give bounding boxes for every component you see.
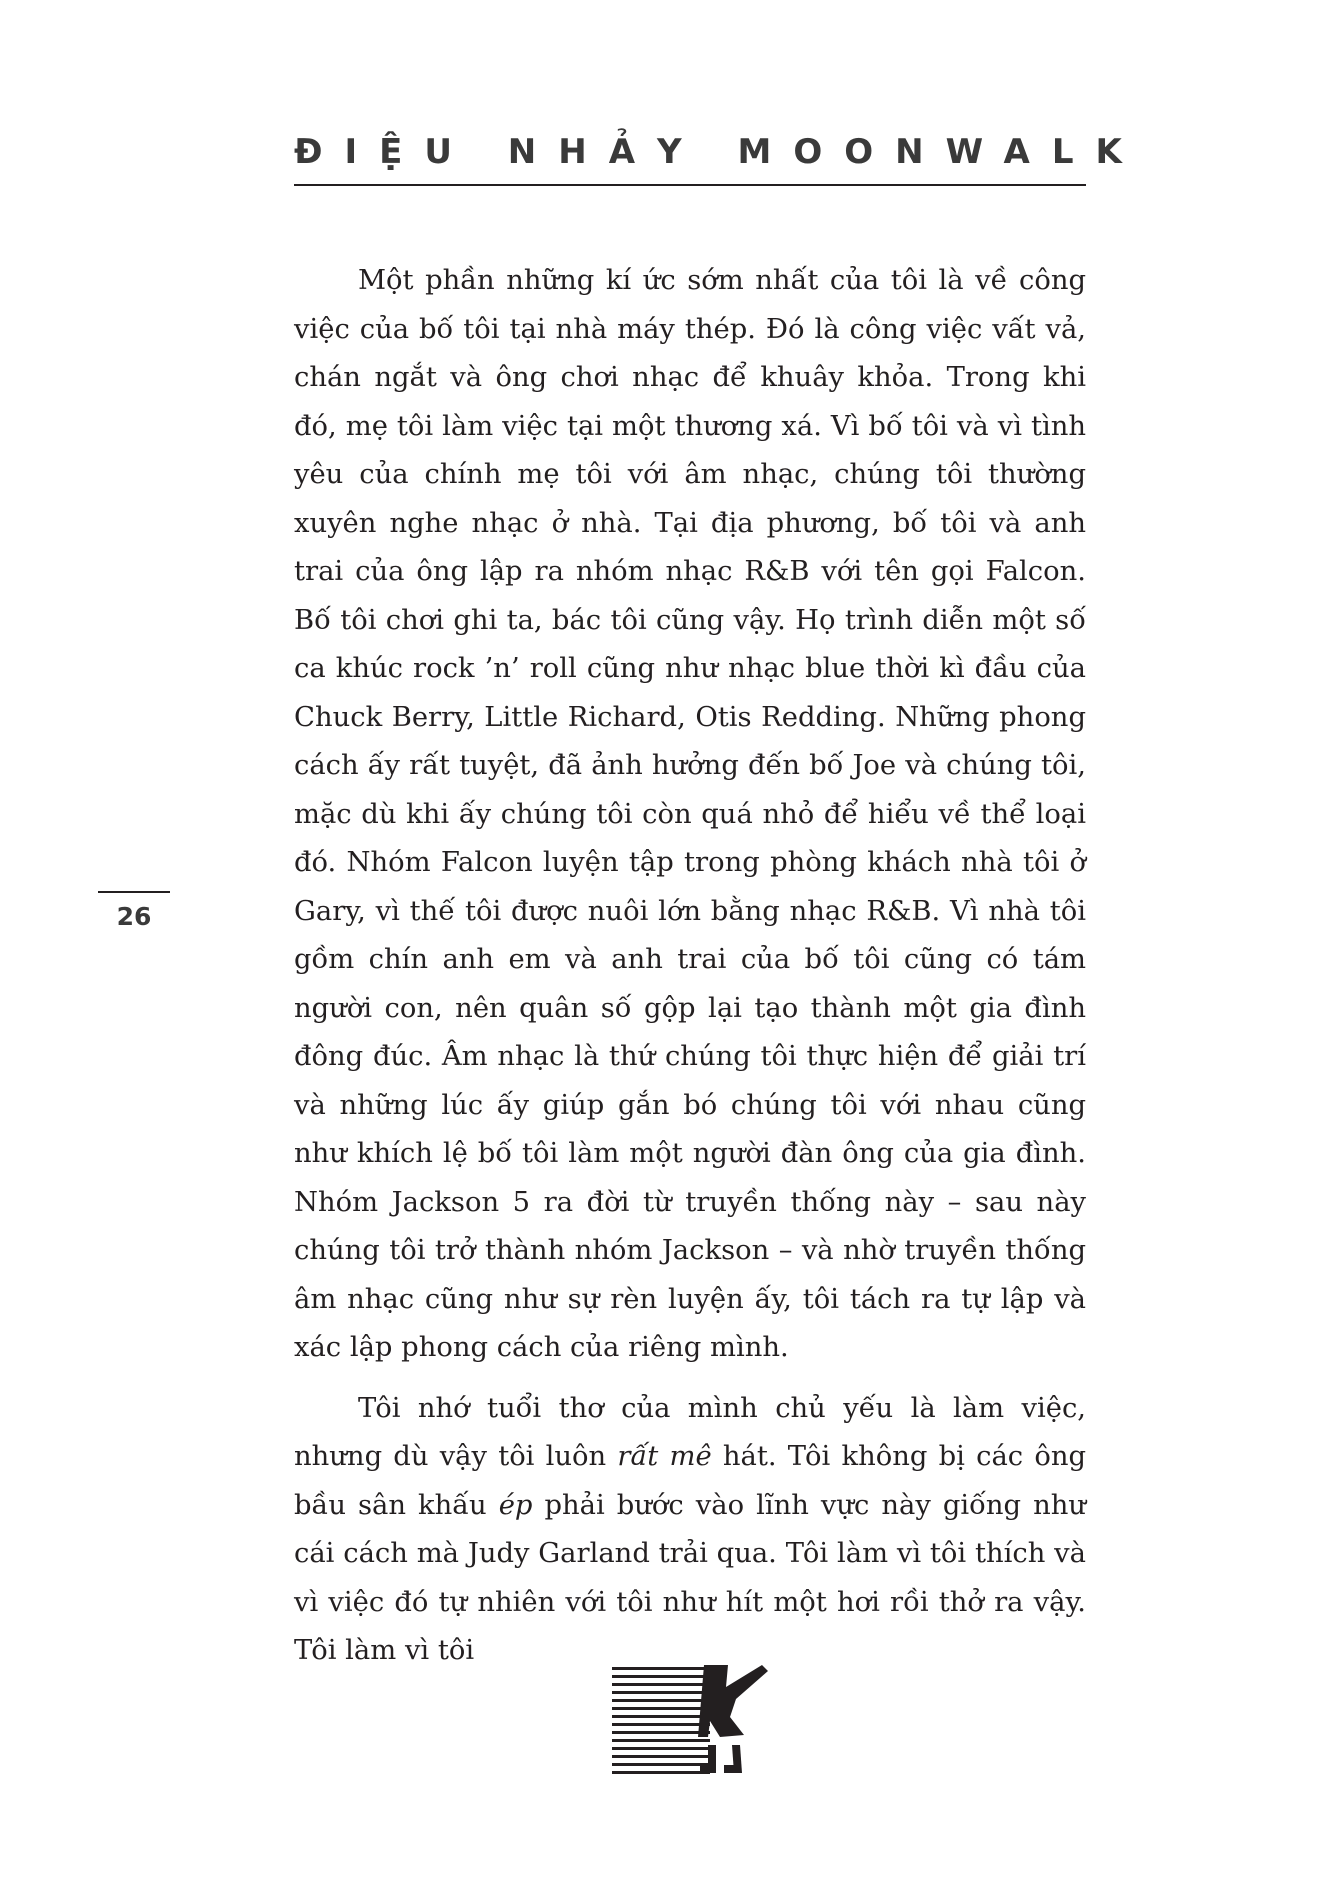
paragraph-2-emphasis-a: rất mê bbox=[617, 1441, 712, 1472]
logo-lines bbox=[612, 1667, 710, 1774]
logo-figure bbox=[698, 1665, 768, 1773]
page-number-rule bbox=[98, 891, 170, 893]
page-number: 26 bbox=[116, 902, 152, 931]
paragraph-2-text-c: phải bước vào lĩnh vực này giống như cái cách mà Judy Garland trải qua. Tôi làm vì tôi thích và vì việc đó tự nhiên với tôi như hít một hơi rồi thở ra vậy. Tôi làm vì tôi bbox=[294, 1489, 1086, 1666]
header-rule bbox=[294, 184, 1086, 186]
paragraph-2 bbox=[294, 1385, 1086, 1676]
paragraph-2-text-a: Tôi nhớ tuổi thơ của mình chủ yếu là làm việc, nhưng dù vậy tôi luôn bbox=[294, 1392, 1086, 1472]
body-text bbox=[294, 257, 1086, 1688]
paragraph-2-text-b: hát. Tôi không bị các ông bầu sân khấu bbox=[294, 1441, 1086, 1521]
paragraph-2-emphasis-b: ép bbox=[498, 1489, 533, 1521]
paragraph-1: Một phần những kí ức sớm nhất của tôi là về công việc của bố tôi tại nhà máy thép. Đó là công việc vất vả, chán ngắt và ông chơi nhạc để khuây khỏa. Trong khi đó, mẹ tôi làm việc tại một thương xá. Vì bố tôi và vì tình yêu của chính mẹ tôi với âm nhạc, chúng tôi thường xuyên nghe nhạc ở nhà. Tại địa phương, bố tôi và anh trai của ông lập ra nhóm nhạc R&B với tên gọi Falcon. Bố tôi chơi ghi ta, bác tôi cũng vậy. Họ trình diễn một số ca khúc rock ’n’ roll cũng như nhạc blue thời kì đầu của Chuck Berry, Little Richard, Otis Redding. Những phong cách ấy rất tuyệt, đã ảnh hưởng đến bố Joe và chúng tôi, mặc dù khi ấy chúng tôi còn quá nhỏ để hiểu về thể loại đó. Nhóm Falcon luyện tập trong phòng khách nhà tôi ở Gary, vì thế tôi được nuôi lớn bằng nhạc R&B. Vì nhà tôi gồm chín anh em và anh trai của bố tôi cũng có tám người con, nên quân số gộp lại tạo thành một gia đình đông đúc. Âm nhạc là thứ chúng tôi thực hiện để giải trí và những lúc ấy giúp gắn bó chúng tôi với nhau cũng như khích lệ bố tôi làm một người đàn ông của gia đình. Nhóm Jackson 5 ra đời từ truyền thống này – sau này chúng tôi trở thành nhóm Jackson – và nhờ truyền thống âm nhạc cũng như sự rèn luyện ấy, tôi tách ra tự lập và xác lập phong cách của riêng mình. bbox=[294, 265, 1086, 1363]
running-header-title: ĐIỆU NHẢY MOONWALK bbox=[294, 132, 1144, 172]
publisher-k-logo-icon bbox=[612, 1665, 776, 1777]
